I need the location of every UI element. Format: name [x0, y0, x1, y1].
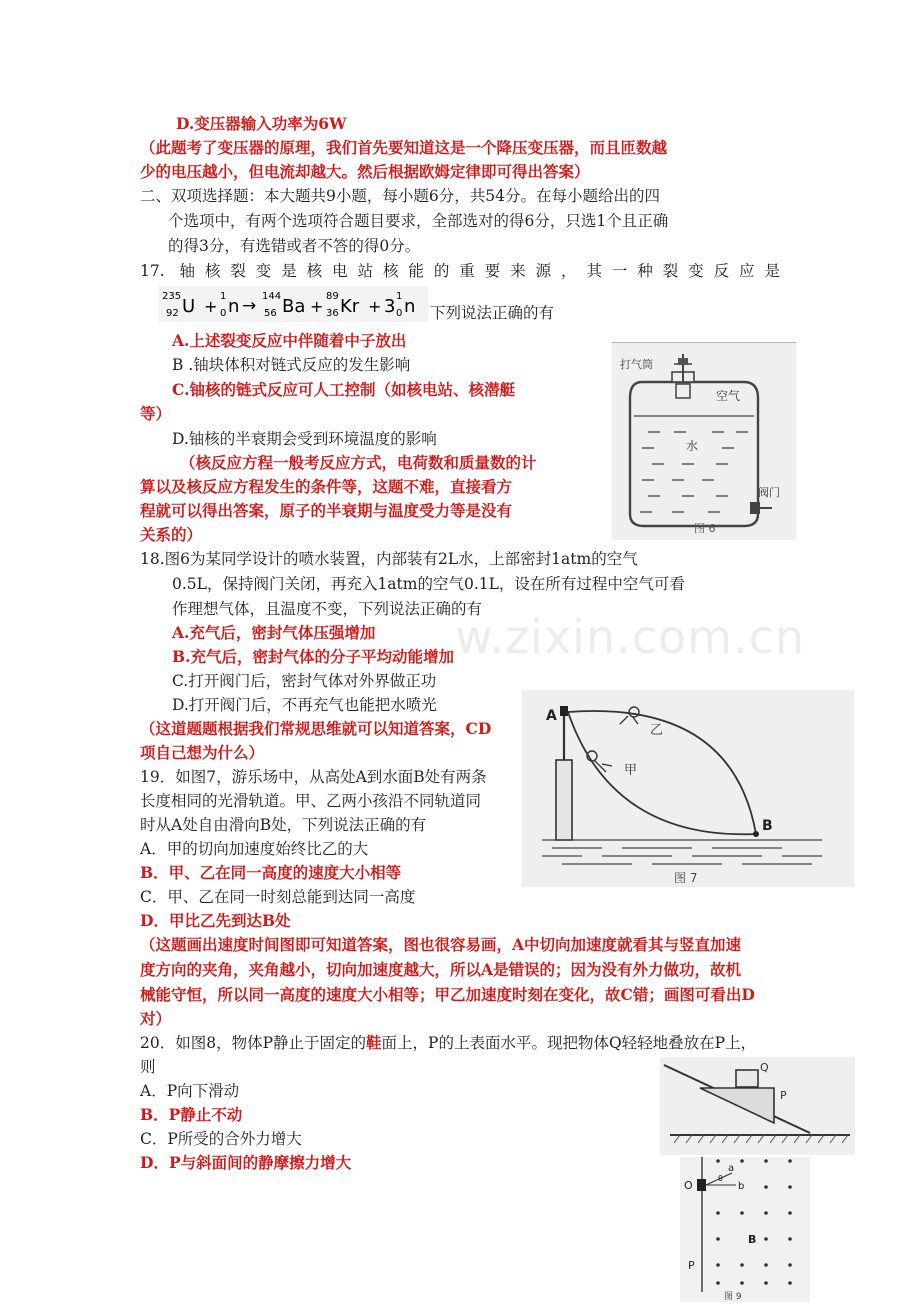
point-o-label: O — [684, 1179, 693, 1192]
option-b: B.充气后，密封气体的分子平均动能增加 — [172, 647, 454, 666]
option-c: C.铀核的链式反应可人工控制（如核电站、核潜艇 — [172, 380, 515, 399]
point-a-label: A — [546, 708, 557, 724]
note-line: （核反应方程一般考反应方式，电荷数和质量数的计 — [180, 453, 537, 472]
option-a: A．P向下滑动 — [140, 1082, 240, 1100]
u-symbol: U — [182, 296, 196, 317]
note-line: （此题考了变压器的原理，我们首先要知道这是一个降压变压器，而且匝数越 — [140, 138, 668, 157]
coefficient: 3 — [384, 296, 396, 317]
section-header: 个选项中，有两个选项符合题目要求，全部选对的得6分，只选1个且正确 — [168, 212, 669, 230]
figure-9 — [680, 1157, 810, 1302]
note-line: 对） — [140, 1009, 172, 1028]
valve-label: 阀门 — [758, 486, 780, 499]
section-header: 的得3分，有选错或者不答的得0分。 — [168, 237, 421, 255]
air-label: 空气 — [716, 389, 741, 403]
option-c: C.打开阀门后，密封气体对外界做正功 — [172, 672, 437, 690]
option-a: A．甲的切向加速度始终比乙的大 — [140, 840, 369, 858]
figure-8 — [660, 1057, 855, 1155]
figure-6 — [612, 342, 796, 540]
p-label: P — [780, 1089, 787, 1102]
child-yi-label: 乙 — [650, 723, 664, 738]
option-c: C．P所受的合外力增大 — [140, 1130, 302, 1148]
n-number: 0 — [220, 308, 227, 319]
kr-number: 36 — [326, 308, 339, 319]
ba-mass: 144 — [262, 291, 282, 302]
question-18-stem: 18.图6为某同学设计的喷水装置，内部装有2L水，上部密封1atm的空气 — [140, 550, 638, 568]
angle-label: θ — [718, 1174, 723, 1183]
plus-sign: + — [310, 297, 324, 316]
question-17-stem: 17. 轴核裂变是核电站核能的重要来源，其一种裂变反应是 — [140, 262, 780, 280]
note-line: 械能守恒，所以同一高度的速度大小相等；甲乙加速度时刻在变化，故C错；画图可看出D — [140, 985, 755, 1004]
question-19-stem: 19．如图7，游乐场中，从高处A到水面B处有两条 — [140, 768, 487, 786]
option-b: B．P静止不动 — [140, 1105, 243, 1124]
option-d: D.铀核的半衰期会受到环境温度的影响 — [172, 430, 437, 448]
note-line: 算以及核反应方程发生的条件等，这题不难，直接看方 — [140, 477, 513, 496]
n-symbol: n — [404, 296, 416, 317]
option-b: B．甲、乙在同一高度的速度大小相等 — [140, 863, 402, 882]
water-label: 水 — [686, 439, 699, 453]
question-19-stem: 时从A处自由滑向B处，下列说法正确的有 — [140, 816, 427, 834]
question-17-stem: 下列说法正确的有 — [430, 304, 555, 322]
watermark: w.zixin.com.cn — [455, 610, 806, 664]
option-c: 等） — [140, 404, 172, 423]
pump-label: 打气筒 — [620, 358, 653, 371]
fission-equation — [158, 286, 428, 322]
option-a: A.充气后，密封气体压强增加 — [172, 623, 376, 642]
option-d: D．P与斜面间的静摩擦力增大 — [140, 1153, 352, 1172]
option-d: D.变压器输入功率为6W — [176, 114, 347, 133]
question-18-stem: 0.5L，保持阀门关闭，再充入1atm的空气0.1L，设在所有过程中空气可看 — [172, 575, 685, 593]
option-c: C．甲、乙在同一时刻总能到达同一高度 — [140, 888, 416, 906]
kr-symbol: Kr — [340, 296, 360, 317]
figure-6-caption: 图 6 — [694, 522, 716, 535]
note-line: 少的电压越小，但电流却越大。然后根据欧姆定律即可得出答案） — [140, 162, 590, 181]
note-line: 度方向的夹角，夹角越小，切向加速度越大，所以A是错误的；因为没有外力做功，故机 — [140, 960, 742, 979]
figure-9-caption: 图 9 — [724, 1292, 742, 1302]
q20-stem-highlight: 鞋 — [366, 1033, 382, 1052]
n-symbol: n — [228, 296, 240, 317]
u-mass: 235 — [162, 291, 182, 302]
question-18-stem: 作理想气体，且温度不变，下列说法正确的有 — [172, 600, 483, 618]
option-a: A.上述裂变反应中伴随着中子放出 — [172, 331, 407, 350]
q20-stem-part: 面上，P的上表面水平。现把物体Q轻轻地叠放在P上， — [381, 1034, 757, 1052]
kr-mass: 89 — [326, 291, 339, 302]
n-mass: 1 — [220, 291, 227, 302]
ba-number: 56 — [264, 308, 277, 319]
option-d: D．甲比乙先到达B处 — [140, 911, 291, 930]
point-b-label: B — [762, 818, 773, 834]
ba-symbol: Ba — [282, 296, 306, 317]
figure-7 — [522, 690, 854, 887]
note-line: 关系的） — [140, 525, 203, 544]
q-label: Q — [760, 1061, 769, 1074]
vector-a-label: a — [728, 1163, 735, 1174]
figure-7-caption: 图 7 — [674, 871, 698, 885]
point-p-label: P — [688, 1259, 695, 1272]
child-jia-label: 甲 — [624, 763, 638, 778]
vector-b-label: b — [738, 1181, 745, 1192]
plus-sign: + — [368, 297, 382, 316]
question-20-stem: 则 — [140, 1058, 156, 1076]
section-header: 二、双项选择题：本大题共9小题，每小题6分，共54分。在每小题给出的四 — [140, 187, 660, 205]
question-20-stem — [140, 1032, 756, 1054]
n-mass: 1 — [396, 291, 403, 302]
arrow: → — [242, 296, 257, 316]
note-line: 项自己想为什么） — [140, 743, 265, 762]
note-line: 程就可以得出答案，原子的半衰期与温度受力等是没有 — [140, 501, 513, 520]
plus-sign: + — [204, 297, 218, 316]
field-b-label: B — [748, 1233, 757, 1246]
question-19-stem: 长度相同的光滑轨道。甲、乙两小孩沿不同轨道同 — [140, 792, 482, 810]
q20-stem-part: 20．如图8，物体P静止于固定的 — [140, 1034, 367, 1052]
option-b: B .铀块体积对链式反应的发生影响 — [172, 356, 411, 374]
u-number: 92 — [166, 308, 179, 319]
n-number: 0 — [396, 308, 403, 319]
note-line: （这道题题根据我们常规思维就可以知道答案，CD — [140, 719, 492, 738]
option-d: D.打开阀门后，不再充气也能把水喷光 — [172, 696, 437, 714]
note-line: （这题画出速度时间图即可知道答案，图也很容易画，A中切向加速度就看其与竖直加速 — [140, 935, 742, 954]
